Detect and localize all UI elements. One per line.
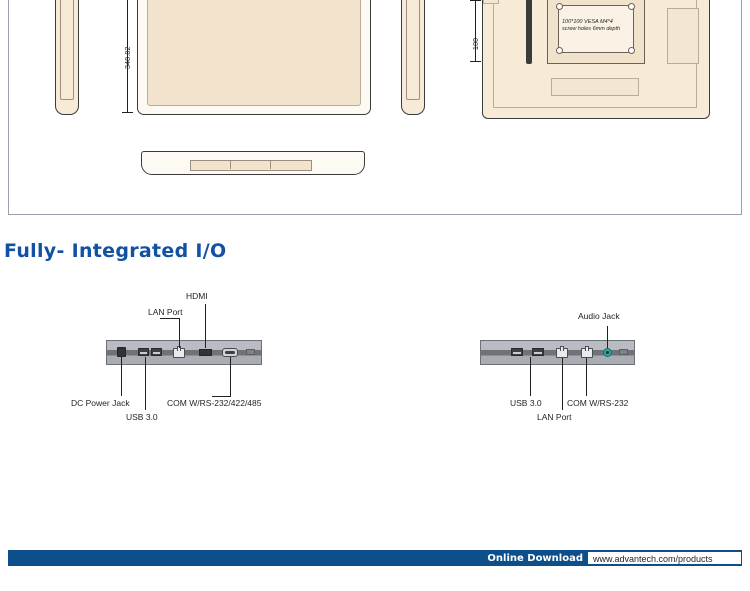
footer-download-group xyxy=(487,550,742,566)
io-diagram-right xyxy=(400,288,750,438)
device-rear-view xyxy=(473,0,710,119)
vesa-hole-top-right xyxy=(628,3,635,10)
leader-hdmi xyxy=(205,304,206,348)
label-hdmi: HDMI xyxy=(186,291,208,301)
expansion-slot xyxy=(246,349,255,355)
device-bottom-view xyxy=(141,151,365,175)
leader-usb-right xyxy=(530,357,531,396)
lan-port xyxy=(173,348,185,358)
vesa-mount-area xyxy=(547,0,645,64)
rear-bar-left xyxy=(526,0,532,64)
usb30-port-2 xyxy=(151,348,162,356)
device-side-view-right xyxy=(401,0,425,115)
lan-port-right-1 xyxy=(556,348,568,358)
leader-dc-power xyxy=(121,357,122,396)
leader-com-right xyxy=(586,358,587,396)
rear-pad-top-left xyxy=(483,0,499,4)
device-front-view xyxy=(137,0,371,115)
label-audio-jack: Audio Jack xyxy=(578,311,620,321)
label-com-right: COM W/RS-232 xyxy=(567,398,629,408)
vesa-note-line2: screw holes 6mm depth xyxy=(562,26,621,32)
lan-port-right-2 xyxy=(581,348,593,358)
dimension-height-label: 348.82 xyxy=(125,46,132,69)
vesa-hole-bottom-left xyxy=(556,47,563,54)
rear-pad-right-mid xyxy=(667,8,699,64)
leader-lan-right xyxy=(562,358,563,410)
footer-url-field[interactable]: www.advantech.com/products xyxy=(587,551,742,565)
leader-usb xyxy=(145,357,146,410)
section-title-integrated-io: Fully- Integrated I/O xyxy=(4,240,227,262)
dc-power-jack-port xyxy=(117,347,126,357)
device-bottom-strip xyxy=(190,160,312,171)
footer-online-download-label: Online Download xyxy=(487,552,583,564)
device-side-view-left xyxy=(55,0,79,115)
rear-pad-bottom xyxy=(551,78,639,96)
footer-bar xyxy=(8,550,742,566)
usb30-port-right-2 xyxy=(532,348,544,356)
device-bottom-divider-1 xyxy=(230,160,231,169)
io-diagram-left xyxy=(0,288,375,438)
leader-com xyxy=(230,357,231,396)
audio-jack-port xyxy=(603,348,612,357)
leader-audio-jack xyxy=(607,326,608,348)
usb30-port-1 xyxy=(138,348,149,356)
device-bottom-divider-2 xyxy=(270,160,271,169)
vesa-hole-top-left xyxy=(556,3,563,10)
label-usb30-left: USB 3.0 xyxy=(126,412,158,422)
device-screen xyxy=(147,0,361,106)
hdmi-port xyxy=(199,349,212,356)
label-dc-power-jack: DC Power Jack xyxy=(71,398,130,408)
com-port xyxy=(222,348,238,357)
vesa-tick-bottom xyxy=(470,61,481,62)
label-usb30-right: USB 3.0 xyxy=(510,398,542,408)
leader-lan-horizontal xyxy=(160,318,180,319)
label-com-left: COM W/RS-232/422/485 xyxy=(167,398,262,408)
expansion-slot-right xyxy=(619,349,628,355)
vesa-hole-bottom-right xyxy=(628,47,635,54)
vesa-dimension-label: 100 xyxy=(473,37,480,50)
leader-lan xyxy=(179,318,180,348)
leader-com-horizontal xyxy=(212,396,231,397)
vesa-dimension-line xyxy=(475,0,476,62)
vesa-tick-top xyxy=(470,0,481,1)
technical-drawing-panel xyxy=(8,0,742,215)
label-lan-port-right: LAN Port xyxy=(537,412,572,422)
dimension-tick-bottom xyxy=(122,112,133,113)
usb30-port-right-1 xyxy=(511,348,523,356)
vesa-note-line1: 100*100 VESA M4*4 xyxy=(562,19,613,25)
label-lan-port-top: LAN Port xyxy=(148,307,183,317)
